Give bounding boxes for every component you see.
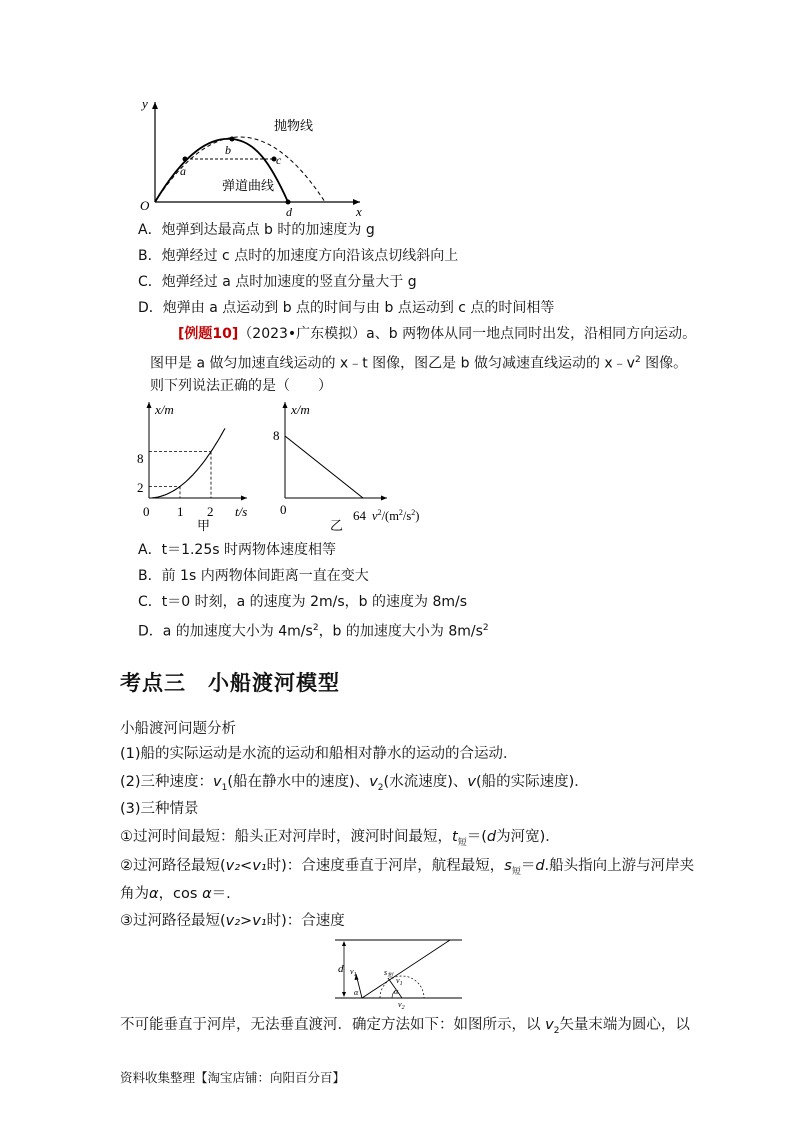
chart-jia-tick-x1: 1: [177, 504, 184, 519]
section-p2: (2)三种速度：$v_1$(船在静水中的速度)、$v_2$(水流速度)、v(船的实际速度)．: [120, 774, 589, 793]
q1-option-b: B．炮弹经过 c 点时的加速度方向沿该点切线斜向上: [138, 248, 459, 264]
chart-jia-tick-x2: 2: [207, 504, 214, 519]
q2-option-a: A．t＝1.25s 时两物体速度相等: [138, 542, 336, 558]
chart-yi-tick-x64: 64: [353, 508, 366, 523]
chart-yi-line: [285, 436, 363, 498]
parabola-label: 抛物线: [274, 118, 314, 133]
section-p3: (3)三种情景: [120, 801, 199, 817]
section-subtitle: 小船渡河问题分析: [120, 721, 236, 737]
origin-label: O: [140, 198, 150, 213]
page-footer: 资料收集整理【淘宝店铺：向阳百分百】: [120, 1070, 346, 1085]
chart-jia-xlabel: t/s: [235, 504, 248, 519]
q1-option-d: D．炮弹由 a 点运动到 b 点的时间与由 b 点运动到 c 点的时间相等: [138, 300, 555, 316]
chart-yi-caption: 乙: [330, 518, 344, 533]
boat-s-label: $s_短$: [384, 968, 394, 979]
chart-jia-origin: 0: [143, 504, 150, 519]
section-p4: ①过河时间最短：船头正对河岸时，渡河时间最短，$t_短=(d$为河宽)．: [120, 829, 560, 848]
chart-yi-ylabel: x/m: [291, 402, 310, 417]
v1-circle: [380, 976, 424, 998]
boat-crossing-figure: [330, 934, 465, 1010]
point-a-dot: [183, 157, 188, 162]
chart-jia-curve: [149, 428, 225, 498]
charts-figure: [125, 396, 470, 536]
q1-option-c: C．炮弹经过 a 点时加速度的竖直分量大于 g: [138, 274, 417, 290]
q2-option-d: D．a 的加速度大小为 $4m/s^2$，b 的加速度大小为 $8m/s^2$: [138, 623, 489, 640]
point-d-dot: [286, 200, 291, 205]
boat-d-label: d: [338, 963, 344, 975]
section-p8: 不可能垂直于河岸，无法垂直渡河．确定方法如下：如图所示，以 $v_2$矢量末端为圆心，以: [120, 1017, 690, 1036]
example10-line1: [例题10]（2023•广东模拟）a、b 两物体从同一地点同时出发，沿相同方向运动。: [178, 326, 697, 342]
label-d: d: [286, 205, 292, 219]
section-p5: ②过河路径最短(v₂<v₁时)：合速度垂直于河岸，航程最短，$s_短=d$.船头指向上游与河岸夹: [120, 858, 695, 877]
point-b-dot: [230, 137, 235, 142]
chart-jia-tick-y8: 8: [137, 451, 144, 466]
chart-yi: [273, 402, 419, 533]
trajectory-label: 弹道曲线: [222, 178, 275, 193]
boat-v1b-label: $v_1$: [396, 976, 403, 987]
section-p6: 角为α，cos α＝.: [120, 886, 231, 902]
boat-alpha2-label: α: [394, 987, 399, 996]
chart-yi-xlabel: $v^2/(m^2/s^2)$: [372, 508, 420, 523]
label-b: b: [225, 143, 231, 157]
chart-jia: [137, 402, 247, 533]
boat-v1-label: $v_1$: [350, 967, 357, 978]
example-tag: [例题10]: [178, 326, 239, 342]
boat-alpha1-label: α: [354, 988, 359, 997]
q2-option-c: C．t＝0 时刻，a 的速度为 2m/s，b 的速度为 8m/s: [138, 594, 468, 610]
label-c: c: [276, 153, 282, 167]
chart-jia-caption: 甲: [197, 518, 211, 533]
label-a: a: [180, 164, 186, 178]
q1-option-a: A．炮弹到达最高点 b 时的加速度为 g: [138, 222, 375, 238]
chart-jia-ylabel: x/m: [155, 402, 174, 417]
projectile-figure: [130, 92, 370, 220]
chart-yi-tick-y8: 8: [273, 428, 280, 443]
resultant-path: [362, 940, 450, 998]
q2-option-b: B．前 1s 内两物体间距离一直在变大: [138, 568, 369, 584]
chart-yi-origin: 0: [280, 502, 287, 517]
chart-jia-tick-y2: 2: [137, 480, 144, 495]
section-p1: (1)船的实际运动是水流的运动和船相对静水的运动的合运动．: [120, 746, 518, 762]
example10-line2: 图甲是 a 做匀加速直线运动的 x﹣t 图像，图乙是 b 做匀减速直线运动的 $x﹣v^2$ 图像。: [150, 355, 688, 372]
example10-line3: 则下列说法正确的是（ ）: [150, 378, 332, 394]
x-axis-label: x: [356, 204, 362, 219]
section-p7: ③过河路径最短(v₂>v₁时)：合速度: [120, 913, 345, 929]
y-axis-label: y: [142, 96, 148, 111]
boat-v2-label: $v_2$: [398, 1000, 405, 1010]
section-heading: 考点三 小船渡河模型: [120, 671, 340, 695]
